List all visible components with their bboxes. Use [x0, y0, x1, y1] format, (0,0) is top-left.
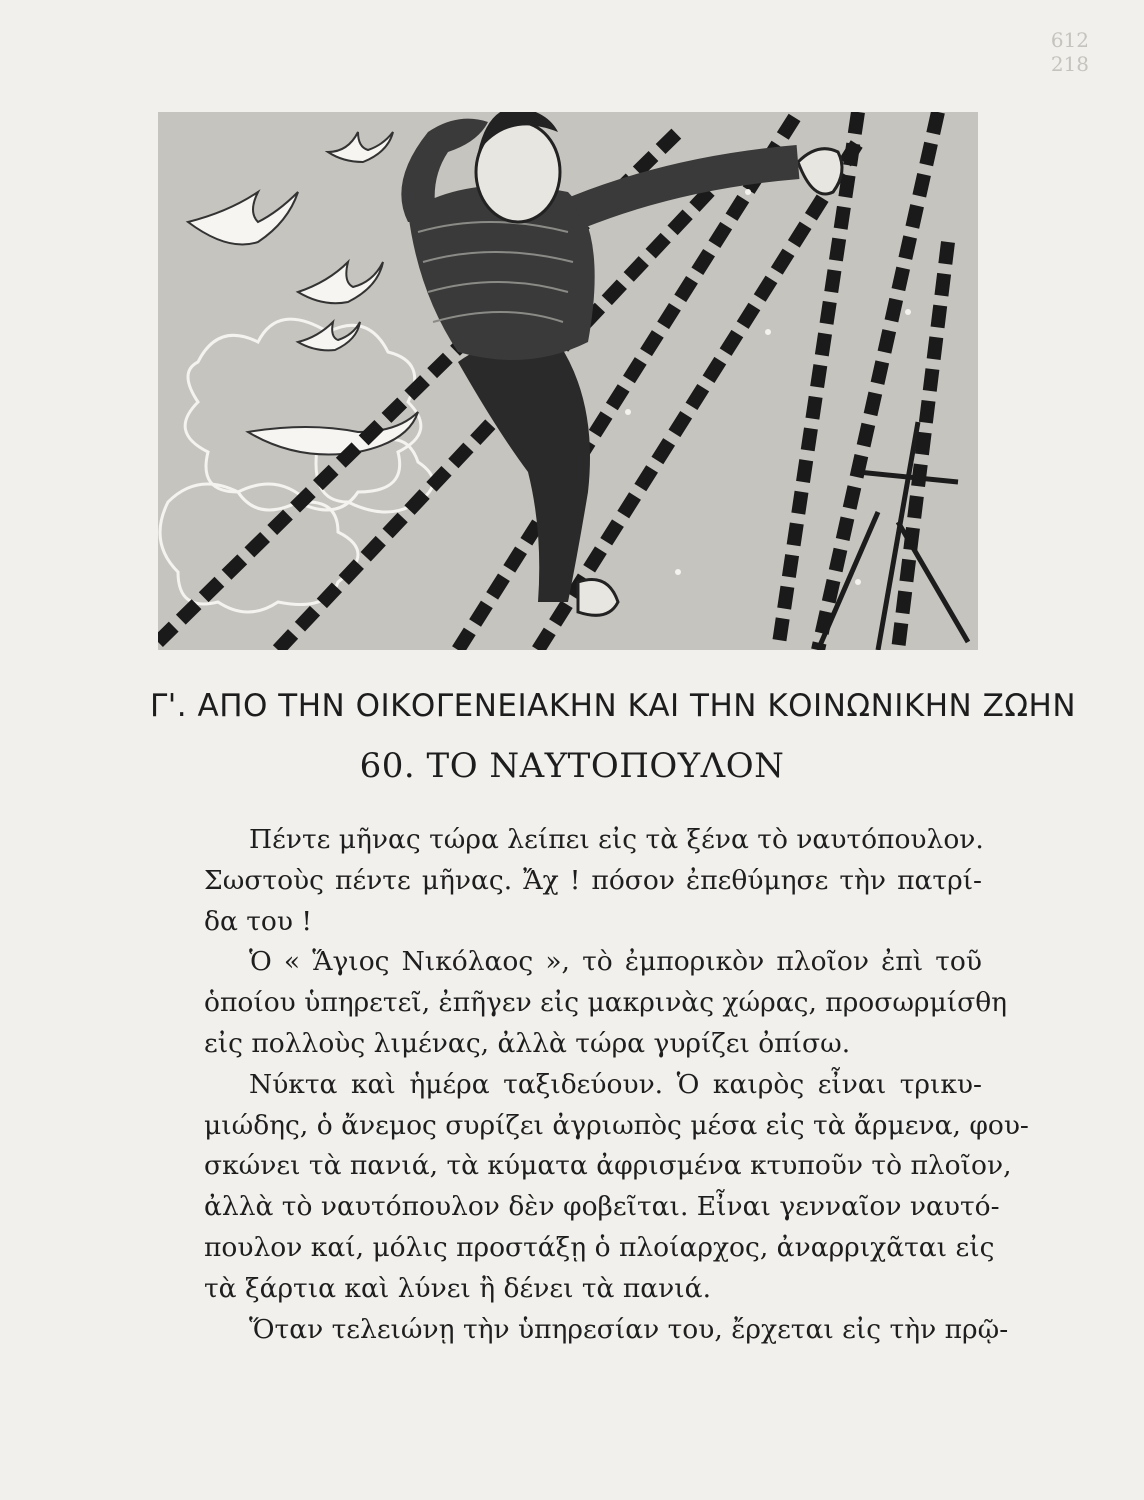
text-line: Νύκτα καὶ ἡμέρα ταξιδεύουν. Ὁ καιρὸς εἶναι τρικυ-	[249, 1068, 982, 1100]
text-line: σκώνει τὰ πανιά, τὰ κύματα ἀφρισμένα κτυποῦν τὸ πλοῖον,	[204, 1150, 1012, 1182]
text-line: εἰς πολλοὺς λιμένας, ἀλλὰ τώρα γυρίζει ὀπίσω.	[204, 1027, 851, 1059]
text-line: πουλον καί, μόλις προστάξῃ ὁ πλοίαρχος, ἀναρριχᾶται εἰς	[204, 1231, 995, 1263]
text-line: Σωστοὺς πέντε μῆνας. Ἄχ ! πόσον ἐπεθύμησε τὴν πατρί-	[204, 864, 982, 896]
bleed-through-page-number: 612 218	[1050, 28, 1089, 76]
section-heading: Γ'. ΑΠΟ ΤΗΝ ΟΙΚΟΓΕΝΕΙΑΚΗΝ ΚΑΙ ΤΗΝ ΚΟΙΝΩΝΙΚΗΝ ΖΩΗΝ	[150, 688, 1077, 724]
chapter-body	[204, 820, 1029, 1350]
sailor-illustration	[158, 112, 978, 650]
text-line: Πέντε μῆνας τώρα λείπει εἰς τὰ ξένα τὸ ναυτόπουλον.	[249, 824, 984, 855]
text-line: Ὁ « Ἅγιος Νικόλαος », τὸ ἐμπορικὸν πλοῖον ἐπὶ τοῦ	[249, 946, 982, 978]
text-line: ὁποίου ὑπηρετεῖ, ἐπῆγεν εἰς μακρινὰς χώρας, προσωρμίσθη	[204, 987, 1008, 1019]
chapter-title: 60. ΤΟ ΝΑΥΤΟΠΟΥΛΟΝ	[359, 746, 785, 786]
text-line: Ὅταν τελειώνῃ τὴν ὑπηρεσίαν του, ἔρχεται εἰς τὴν πρῷ-	[249, 1313, 1009, 1345]
text-line: ἀλλὰ τὸ ναυτόπουλον δὲν φοβεῖται. Εἶναι γενναῖον ναυτό-	[204, 1191, 1000, 1223]
sailor-on-mast-icon	[158, 112, 978, 650]
text-line: τὰ ξάρτια καὶ λύνει ἢ δένει τὰ πανιά.	[204, 1272, 711, 1304]
text-line: μιώδης, ὁ ἄνεμος συρίζει ἀγριωπὸς μέσα εἰς τὰ ἄρμενα, φου-	[204, 1109, 1029, 1141]
text-line: δα του !	[204, 905, 313, 937]
